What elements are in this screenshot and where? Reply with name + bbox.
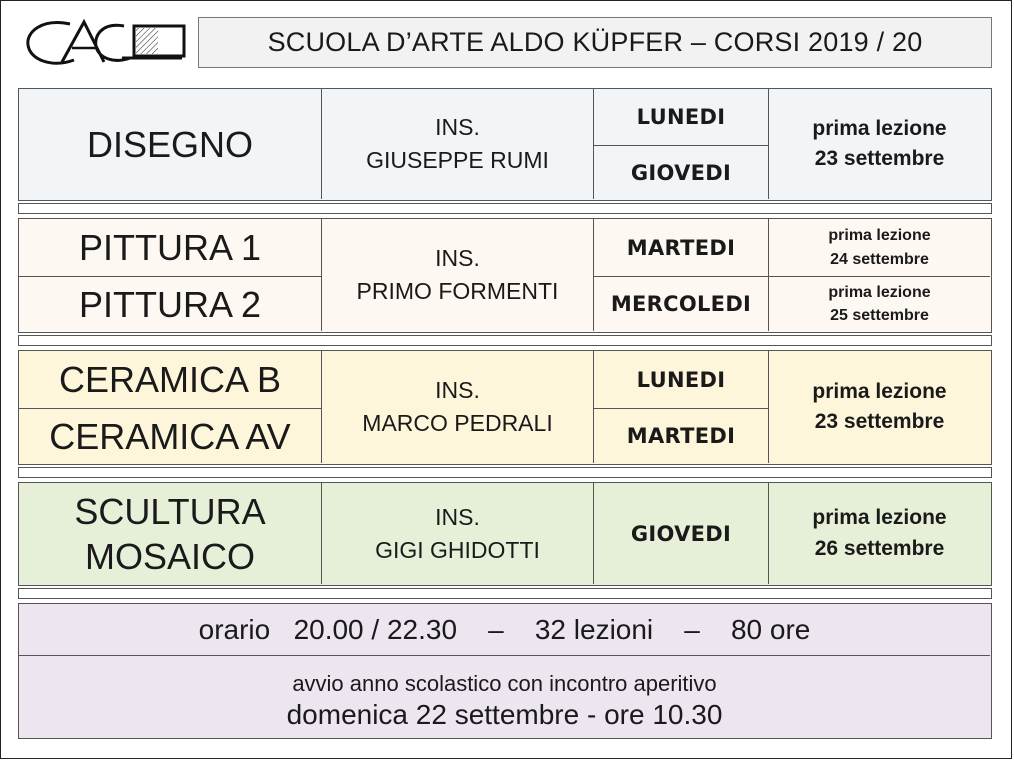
- first-lesson: prima lezione 26 settembre: [768, 483, 990, 584]
- teacher-name: INS. MARCO PEDRALI: [321, 351, 593, 463]
- opening-event-date: domenica 22 settembre - ore 10.30: [286, 699, 723, 730]
- course-name: SCULTURA MOSAICO: [74, 490, 266, 577]
- section-ceramica: [18, 350, 992, 465]
- section-footer: [18, 603, 992, 739]
- section-divider: [18, 588, 992, 599]
- course-name: CERAMICA B: [58, 359, 282, 400]
- schedule-info: orario 20.00 / 22.30 – 32 lezioni – 80 ore: [198, 613, 811, 645]
- day-label: LUNEDI: [593, 89, 768, 145]
- day-label: MARTEDI: [593, 219, 768, 276]
- day-label: GIOVEDI: [593, 483, 768, 584]
- section-disegno: [18, 88, 992, 201]
- course-name: PITTURA 2: [19, 276, 321, 331]
- course-name: DISEGNO: [86, 123, 254, 165]
- course-name: CERAMICA AV: [19, 408, 321, 463]
- section-pittura: [18, 218, 992, 333]
- opening-event-label: avvio anno scolastico con incontro aperitivo: [19, 655, 990, 699]
- section-divider: [18, 203, 992, 214]
- day-label: MERCOLEDI: [593, 276, 768, 331]
- school-logo: [22, 14, 188, 72]
- section-divider: [18, 467, 992, 478]
- teacher-name: INS. GIGI GHIDOTTI: [321, 483, 593, 584]
- course-name: PITTURA 1: [78, 227, 262, 268]
- day-label: GIOVEDI: [593, 145, 768, 199]
- first-lesson: prima lezione 23 settembre: [768, 89, 990, 199]
- teacher-name: INS. PRIMO FORMENTI: [321, 219, 593, 331]
- first-lesson: prima lezione 25 settembre: [768, 276, 990, 331]
- teacher-name: INS. GIUSEPPE RUMI: [321, 89, 593, 199]
- first-lesson: prima lezione 23 settembre: [768, 351, 990, 463]
- day-label: MARTEDI: [593, 408, 768, 463]
- day-label: LUNEDI: [593, 351, 768, 408]
- first-lesson: prima lezione 24 settembre: [768, 219, 990, 276]
- section-divider: [18, 335, 992, 346]
- section-scultura: [18, 482, 992, 586]
- page-title: SCUOLA D’ARTE ALDO KÜPFER – CORSI 2019 / 20: [198, 17, 992, 68]
